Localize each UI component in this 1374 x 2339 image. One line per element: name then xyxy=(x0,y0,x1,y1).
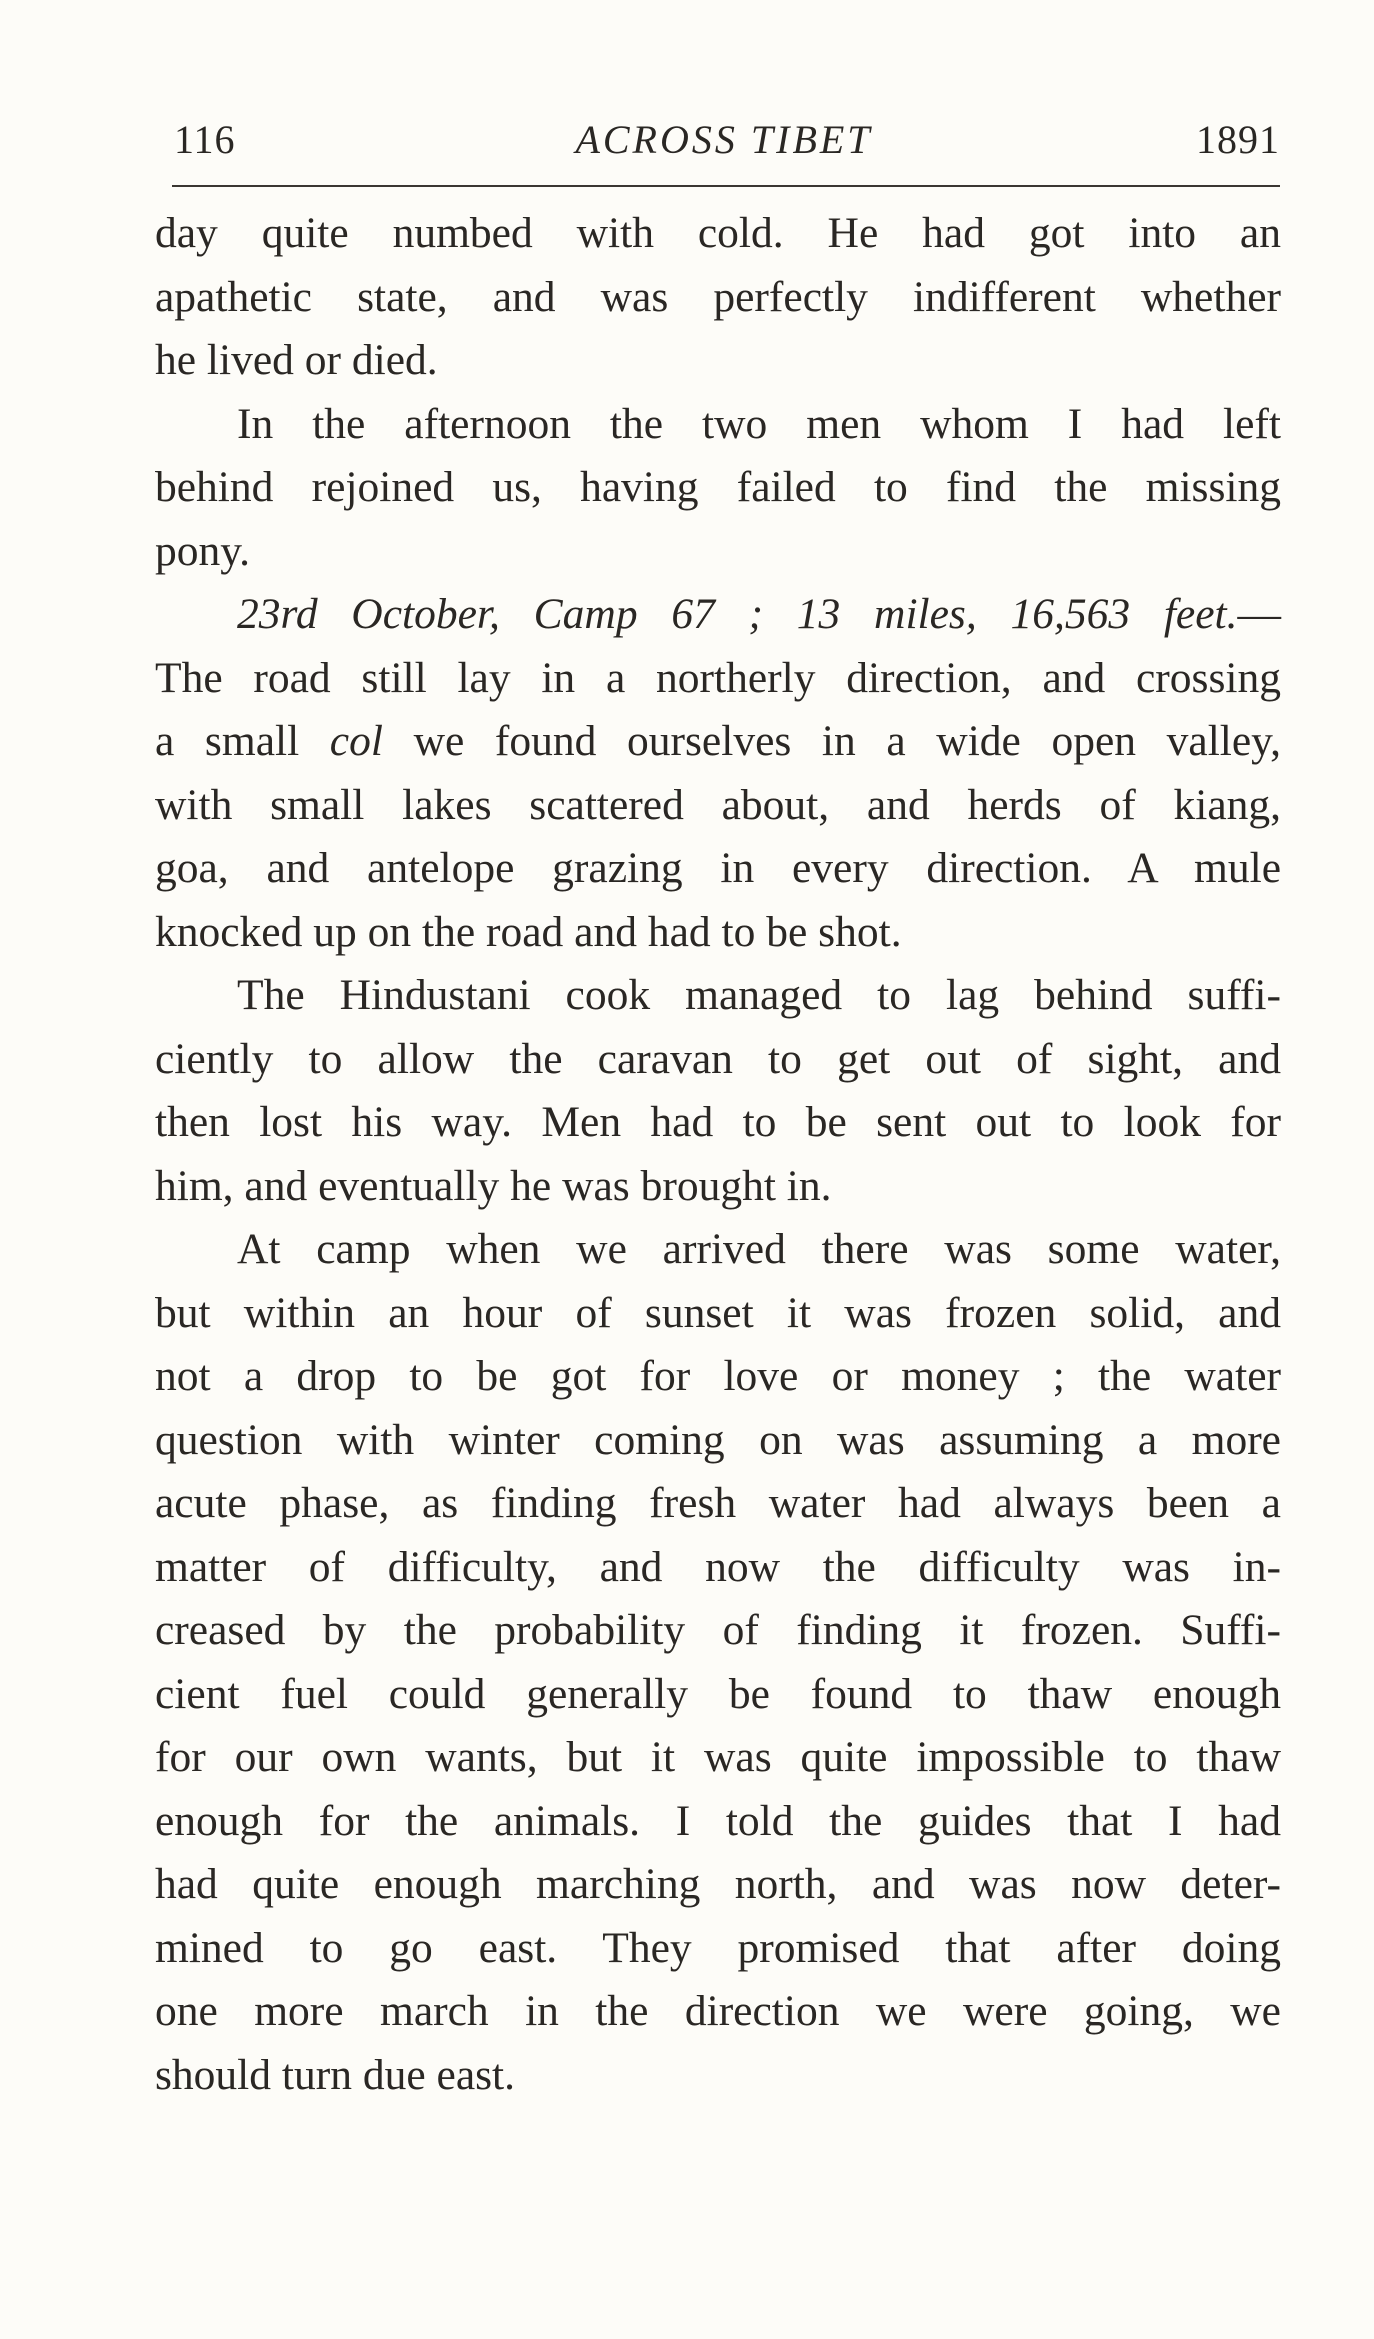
text-line: mined to go east. They promised that after doing xyxy=(155,1923,1281,1972)
text-line: The road still lay in a northerly direction, and crossing xyxy=(155,653,1281,702)
entry-dash: — xyxy=(1237,590,1281,638)
text-fragment: we found ourselves in a wide open valley, xyxy=(382,717,1281,765)
text-line: but within an hour of sunset it was frozen solid, and xyxy=(155,1288,1281,1337)
text-line: enough for the animals. I told the guides that I had xyxy=(155,1796,1281,1845)
italic-word: col xyxy=(329,717,383,765)
text-line: In the afternoon the two men whom I had left xyxy=(237,399,1281,448)
text-line: knocked up on the road and had to be shot. xyxy=(155,907,902,956)
text-line: behind rejoined us, having failed to find the missing xyxy=(155,463,1281,511)
running-header xyxy=(168,112,1280,164)
text-line: had quite enough marching north, and was now deter- xyxy=(155,1860,1281,1908)
page-number: 116 xyxy=(174,117,236,162)
text-fragment: a small xyxy=(155,717,330,765)
text-line: him, and eventually he was brought in. xyxy=(155,1161,832,1210)
text-line: with small lakes scattered about, and herds of kiang, xyxy=(155,780,1281,829)
text-line: ciently to allow the caravan to get out of sight, and xyxy=(155,1034,1281,1083)
text-line: one more march in the direction we were going, we xyxy=(155,1987,1281,2035)
header-year: 1891 xyxy=(1196,117,1280,162)
text-line: then lost his way. Men had to be sent out to look for xyxy=(155,1098,1281,1146)
text-line: At camp when we arrived there was some water, xyxy=(237,1225,1281,1273)
text-line: The Hindustani cook managed to lag behind suffi- xyxy=(237,971,1281,1019)
text-line: for our own wants, but it was quite impossible to thaw xyxy=(155,1733,1281,1781)
text-line: day quite numbed with cold. He had got into an xyxy=(155,209,1281,257)
text-line: acute phase, as finding fresh water had always been a xyxy=(155,1479,1281,1527)
header-rule xyxy=(172,185,1280,187)
page-body xyxy=(155,202,1281,2107)
entry-heading: 23rd October, Camp 67 ; 13 miles, 16,563 feet. xyxy=(237,590,1238,638)
text-line: not a drop to be got for love or money ; the water xyxy=(155,1352,1281,1400)
text-line: question with winter coming on was assuming a more xyxy=(155,1415,1281,1464)
text-line xyxy=(155,583,1281,647)
text-line: cient fuel could generally be found to thaw enough xyxy=(155,1669,1281,1718)
text-line: apathetic state, and was perfectly indifferent whether xyxy=(155,272,1281,321)
text-line: he lived or died. xyxy=(155,336,438,384)
text-line: pony. xyxy=(155,526,251,575)
text-line: should turn due east. xyxy=(155,2050,516,2099)
running-title: ACROSS TIBET xyxy=(575,117,873,162)
text-line: goa, and antelope grazing in every direction. A mule xyxy=(155,844,1281,892)
text-line: creased by the probability of finding it frozen. Suffi- xyxy=(155,1606,1281,1654)
text-line xyxy=(155,710,1281,774)
text-line: matter of difficulty, and now the difficulty was in- xyxy=(155,1542,1281,1591)
